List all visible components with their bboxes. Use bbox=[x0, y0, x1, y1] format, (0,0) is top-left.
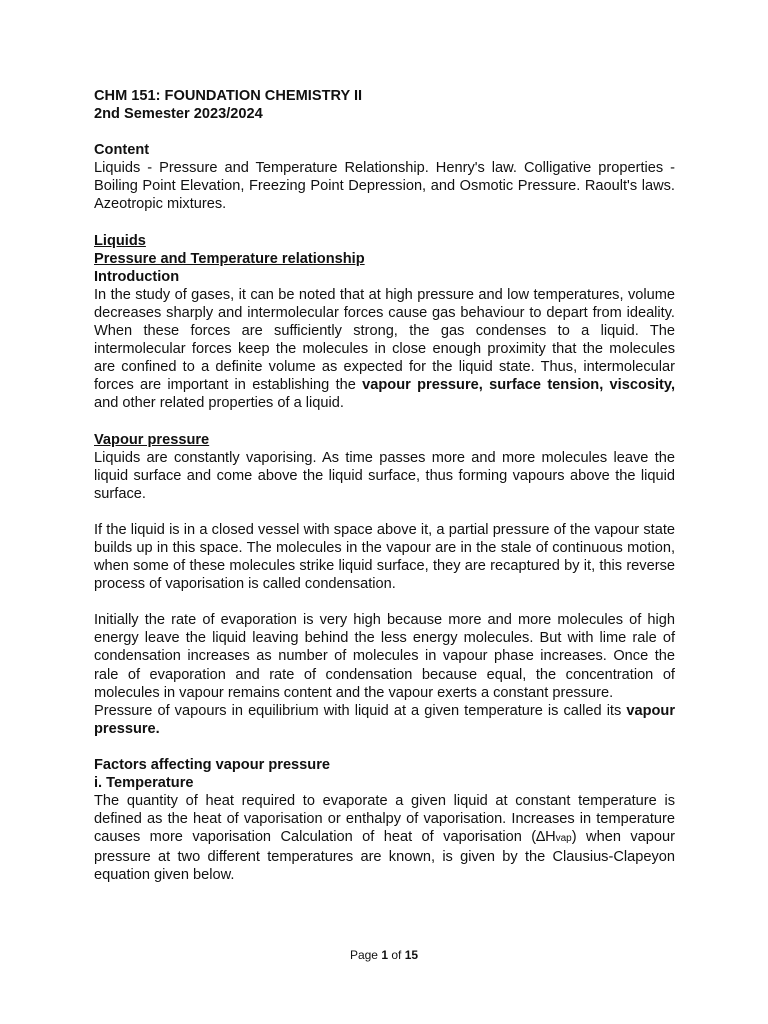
introduction-text: In the study of gases, it can be noted that at high pressure and low temperatures, volume decreases sharply and intermolecular forces cause gas behaviour to depart from ideality. When these forces are sufficiently strong, the gas condenses to a liquid. The intermolecular forces keep the molecules in close enough proximity that the molecules are confined to a definite volume as expected for the liquid state. Thus, intermolecular forces are important in establishing the bbox=[94, 286, 675, 394]
vapour-paragraph-3: Initially the rate of evaporation is very high because more and more molecules of high energy leave the liquid leaving behind the less energy molecules. But with lime rale of condensation increases as number of molecules in vapour phase increases. Once the rale of evaporation and rate of condensation because equal, the concentration of molecules in vapour remains content and the vapour exerts a constant pressure. bbox=[94, 612, 675, 701]
introduction-heading: Introduction bbox=[94, 268, 180, 285]
introduction-paragraph bbox=[94, 286, 675, 413]
content-heading: Content bbox=[94, 142, 150, 159]
course-title: CHM 151: FOUNDATION CHEMISTRY II bbox=[94, 88, 363, 104]
introduction-tail: and other related properties of a liquid. bbox=[94, 395, 344, 412]
total-pages: 15 bbox=[404, 948, 419, 962]
vapour-pressure-heading: Vapour pressure bbox=[94, 431, 210, 448]
content-paragraph: Liquids - Pressure and Temperature Relationship. Henry's law. Colligative properties - Boiling Point Elevation, Freezing Point Depression, and Osmotic Pressure. Raoult's laws. Azeotropic mixtures. bbox=[94, 160, 675, 213]
vapour-definition-text: Pressure of vapours in equilibrium with liquid at a given temperature is called its bbox=[94, 702, 627, 719]
vapour-paragraph-2: If the liquid is in a closed vessel with space above it, a partial pressure of the vapour state builds up in this space. The molecules in the vapour are in the stale of continuous motion, when some of these molecules strike liquid surface, they are recaptured by it, this reverse process of vaporisation is called condensation. bbox=[94, 521, 675, 593]
page-content bbox=[94, 87, 675, 885]
temperature-text: The quantity of heat required to evaporate a given liquid at constant temperature is defined as the heat of vaporisation or enthalpy of vaporisation. Increases in temperature causes more vaporisation Calculation of heat of vaporisation (∆H bbox=[94, 793, 675, 846]
temperature-text-end: ) when vapour pressure at two different temperatures are known, is given by the Clausius-Clapeyon equation given below. bbox=[94, 829, 675, 884]
introduction-bold-terms: vapour pressure, surface tension, viscosity, bbox=[362, 377, 675, 394]
temperature-subheading: i. Temperature bbox=[94, 775, 194, 791]
page-label: Page bbox=[349, 948, 378, 962]
vapour-definition-term: vapour pressure. bbox=[94, 702, 675, 737]
liquids-heading: Liquids bbox=[94, 232, 146, 249]
vapour-paragraph-4 bbox=[94, 702, 675, 738]
of-label: of bbox=[391, 948, 402, 962]
semester-title: 2nd Semester 2023/2024 bbox=[94, 106, 263, 123]
delta-h-subscript: vap bbox=[555, 833, 572, 845]
vapour-paragraph-1: Liquids are constantly vaporising. As time passes more and more molecules leave the liquid surface and come above the liquid surface, thus forming vapours above the liquid surface. bbox=[94, 449, 675, 502]
temperature-paragraph bbox=[94, 792, 675, 884]
page-footer bbox=[0, 948, 768, 962]
pressure-temperature-heading: Pressure and Temperature relationship bbox=[94, 250, 365, 267]
factors-heading: Factors affecting vapour pressure bbox=[94, 756, 331, 773]
page-number: 1 bbox=[381, 948, 388, 962]
